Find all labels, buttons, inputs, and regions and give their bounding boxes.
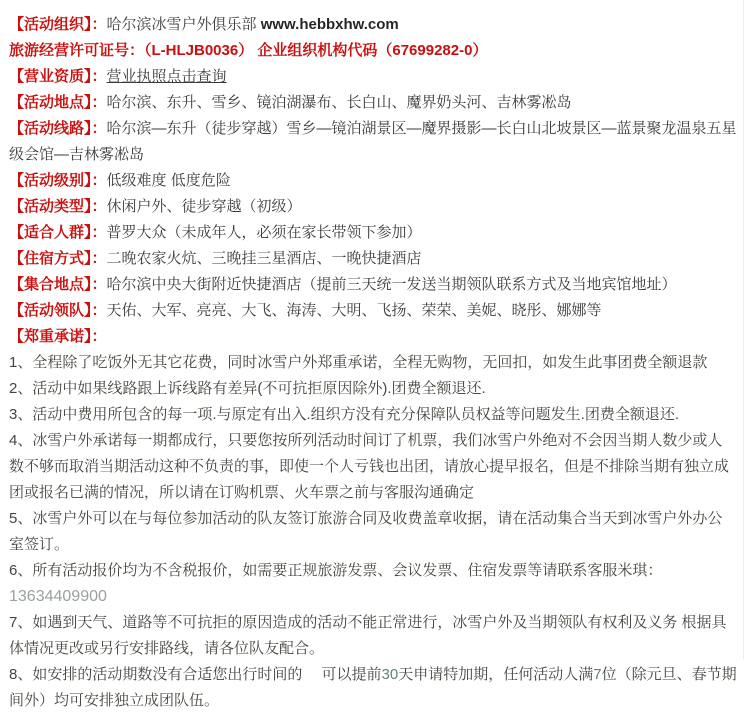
term-text: 位（除元旦、春节期间外）均可安排独立成团队伍。 (9, 666, 737, 709)
field-value: 低级难度 低度危险 (106, 172, 231, 189)
term-number: 5、 (9, 510, 33, 527)
field-colon: ： (91, 94, 107, 111)
club-website: www.hebbxhw.com (260, 16, 399, 33)
term-text: 如安排的活动期数没有合适您出行时间的 可以提前 (32, 666, 382, 683)
term-item-8 (9, 662, 737, 714)
field-colon: ： (91, 302, 107, 319)
field-value: 二晚农家火炕、三晚挂三星酒店、一晚快捷酒店 (106, 250, 422, 267)
field-label: 【活动线路】 (9, 120, 92, 137)
field-value: 哈尔滨、东升、雪乡、镜泊湖瀑布、长白山、魔界奶头河、吉林雾凇岛 (106, 94, 572, 111)
field-label: 【营业资质】 (9, 68, 92, 85)
min-people-number: 7 (593, 666, 602, 683)
club-name: 哈尔滨冰雪户外俱乐部 (106, 16, 261, 33)
term-item-7 (9, 610, 737, 662)
term-number: 8、 (9, 666, 33, 683)
term-text: 如遇到天气、道路等不可抗拒的原因造成的活动不能正常进行，冰雪户外及当期领队有权利及义务 根据具体情况更改或另行安排路线，请各位队友配合。 (9, 614, 727, 657)
field-label: 【集合地点】 (9, 276, 92, 293)
term-number: 2、 (9, 380, 33, 397)
field-business-qualification (9, 64, 737, 90)
field-colon: ： (91, 68, 107, 85)
term-item-3 (9, 402, 737, 428)
field-activity-route (9, 116, 737, 168)
field-colon: ： (91, 276, 107, 293)
days-ahead-number: 30 (381, 666, 399, 683)
term-text: 活动中如果线路跟上诉线路有差异(不可抗拒原因除外).团费全额退还. (32, 380, 486, 397)
field-label: 【适合人群】 (9, 224, 92, 241)
field-label: 【活动领队】 (9, 302, 92, 319)
field-colon: ： (91, 250, 107, 267)
field-label: 【住宿方式】 (9, 250, 92, 267)
field-label: 【郑重承诺】 (9, 328, 92, 345)
field-colon: ： (91, 120, 107, 137)
term-text: 冰雪户外承诺每一期都成行，只要您按所列活动时间订了机票，我们冰雪户外绝对不会因当期人数少或人数不够而取消当期活动这种不负责的事，即使一个人亏钱也出团，请放心提早报名，但是不排除当期有独立成团或报名已满的情况，所以请在订购机票、火车票之前与客服沟通确定 (9, 432, 730, 501)
field-colon: ： (91, 224, 107, 241)
term-number: 4、 (9, 432, 33, 449)
field-value: 天佑、大军、亮亮、大飞、海涛、大明、飞扬、荣荣、美妮、晓彤、娜娜等 (106, 302, 602, 319)
term-item-5 (9, 506, 737, 558)
field-label: 【活动类型】 (9, 198, 92, 215)
term-number: 3、 (9, 406, 33, 423)
term-number: 1、 (9, 354, 33, 371)
term-item-6 (9, 558, 737, 610)
term-text: 天申请特加期，任何活动人满 (398, 666, 594, 683)
field-colon: ： (91, 172, 107, 189)
field-meeting-point (9, 272, 737, 298)
field-activity-location (9, 90, 737, 116)
field-activity-org (9, 12, 737, 38)
field-value: 休闲户外、徒步穿越（初级） (106, 198, 302, 215)
field-label: 【活动地点】 (9, 94, 92, 111)
field-value: 哈尔滨中央大街附近快捷酒店（提前三天统一发送当期领队联系方式及当地宾馆地址） (106, 276, 677, 293)
field-value: 普罗大众（未成年人，必须在家长带领下参加） (106, 224, 422, 241)
field-colon: ： (91, 198, 107, 215)
term-item-1 (9, 350, 737, 376)
term-text: 全程除了吃饭外无其它花费，同时冰雪户外郑重承诺，全程无购物，无回扣，如发生此事团费全额退款 (32, 354, 708, 371)
term-text: 所有活动报价均为不含税报价，如需要正规旅游发票、会议发票、住宿发票等请联系客服米琪： (32, 562, 663, 579)
field-activity-level (9, 168, 737, 194)
term-number: 7、 (9, 614, 33, 631)
field-colon: ： (91, 16, 107, 33)
field-label: 【活动组织】 (9, 16, 92, 33)
field-activity-type (9, 194, 737, 220)
field-accommodation (9, 246, 737, 272)
term-item-2 (9, 376, 737, 402)
term-text: 活动中费用所包含的每一项.与原定有出入.组织方没有充分保障队员权益等问题发生.团费全额退还. (32, 406, 680, 423)
license-line: 旅游经营许可证号：（L-HLJB0036） 企业组织机构代码（67699282-0） (9, 42, 488, 59)
field-label: 【活动级别】 (9, 172, 92, 189)
field-suitable-crowd (9, 220, 737, 246)
business-license-link[interactable]: 营业执照点击查询 (106, 68, 227, 85)
field-value: 哈尔滨—东升（徒步穿越）雪乡—镜泊湖景区—魔界摄影—长白山北坡景区—蓝景聚龙温泉五星级会馆—吉林雾凇岛 (9, 120, 737, 163)
customer-service-phone: 13634409900 (9, 588, 107, 605)
field-colon: ： (91, 328, 107, 345)
field-solemn-promise (9, 324, 737, 350)
term-number: 6、 (9, 562, 33, 579)
field-activity-leaders (9, 298, 737, 324)
term-item-4 (9, 428, 737, 506)
term-text: 冰雪户外可以在与每位参加活动的队友签订旅游合同及收费盖章收据，请在活动集合当天到冰雪户外办公室签订。 (9, 510, 723, 553)
